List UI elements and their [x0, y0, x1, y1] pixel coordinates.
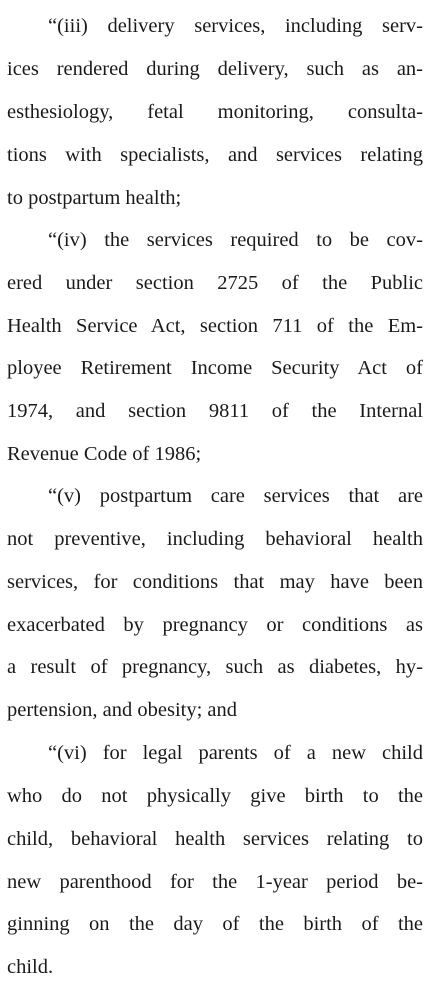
paragraph-v-line-6: pertension, and obesity; and [7, 699, 238, 721]
paragraph-v-line-4: exacerbated by pregnancy or conditions as [7, 614, 423, 636]
paragraph-vi-line-6: child. [7, 956, 54, 978]
paragraph-v-line-2: not preventive, including behavioral health [7, 528, 423, 550]
paragraph-v-line-5: a result of pregnancy, such as diabetes, hy- [7, 656, 423, 678]
paragraph-vi-line-4: new parenthood for the 1-year period be- [7, 871, 423, 893]
paragraph-vi-line-5: ginning on the day of the birth of the [7, 913, 423, 935]
paragraph-vi-line-1: “(vi) for legal parents of a new child [48, 742, 423, 764]
paragraph-v-line-1: “(v) postpartum care services that are [48, 485, 423, 507]
paragraph-iv-line-4: ployee Retirement Income Security Act of [7, 357, 423, 379]
paragraph-iv-line-5: 1974, and section 9811 of the Internal [7, 400, 423, 422]
paragraph-vi-line-3: child, behavioral health services relating to [7, 828, 423, 850]
paragraph-iii-line-1: “(iii) delivery services, including serv- [48, 15, 423, 37]
paragraph-iv-line-2: ered under section 2725 of the Public [7, 272, 423, 294]
paragraph-iv-line-3: Health Service Act, section 711 of the Em- [7, 315, 423, 337]
paragraph-iv-line-1: “(iv) the services required to be cov- [48, 229, 423, 251]
paragraph-iii-line-5: to postpartum health; [7, 187, 182, 209]
paragraph-iii-line-2: ices rendered during delivery, such as an- [7, 58, 423, 80]
paragraph-vi-line-2: who do not physically give birth to the [7, 785, 423, 807]
paragraph-iii-line-4: tions with specialists, and services relating [7, 144, 423, 166]
paragraph-iv-line-6: Revenue Code of 1986; [7, 443, 202, 465]
paragraph-iii-line-3: esthesiology, fetal monitoring, consulta- [7, 101, 423, 123]
paragraph-v-line-3: services, for conditions that may have been [7, 571, 423, 593]
